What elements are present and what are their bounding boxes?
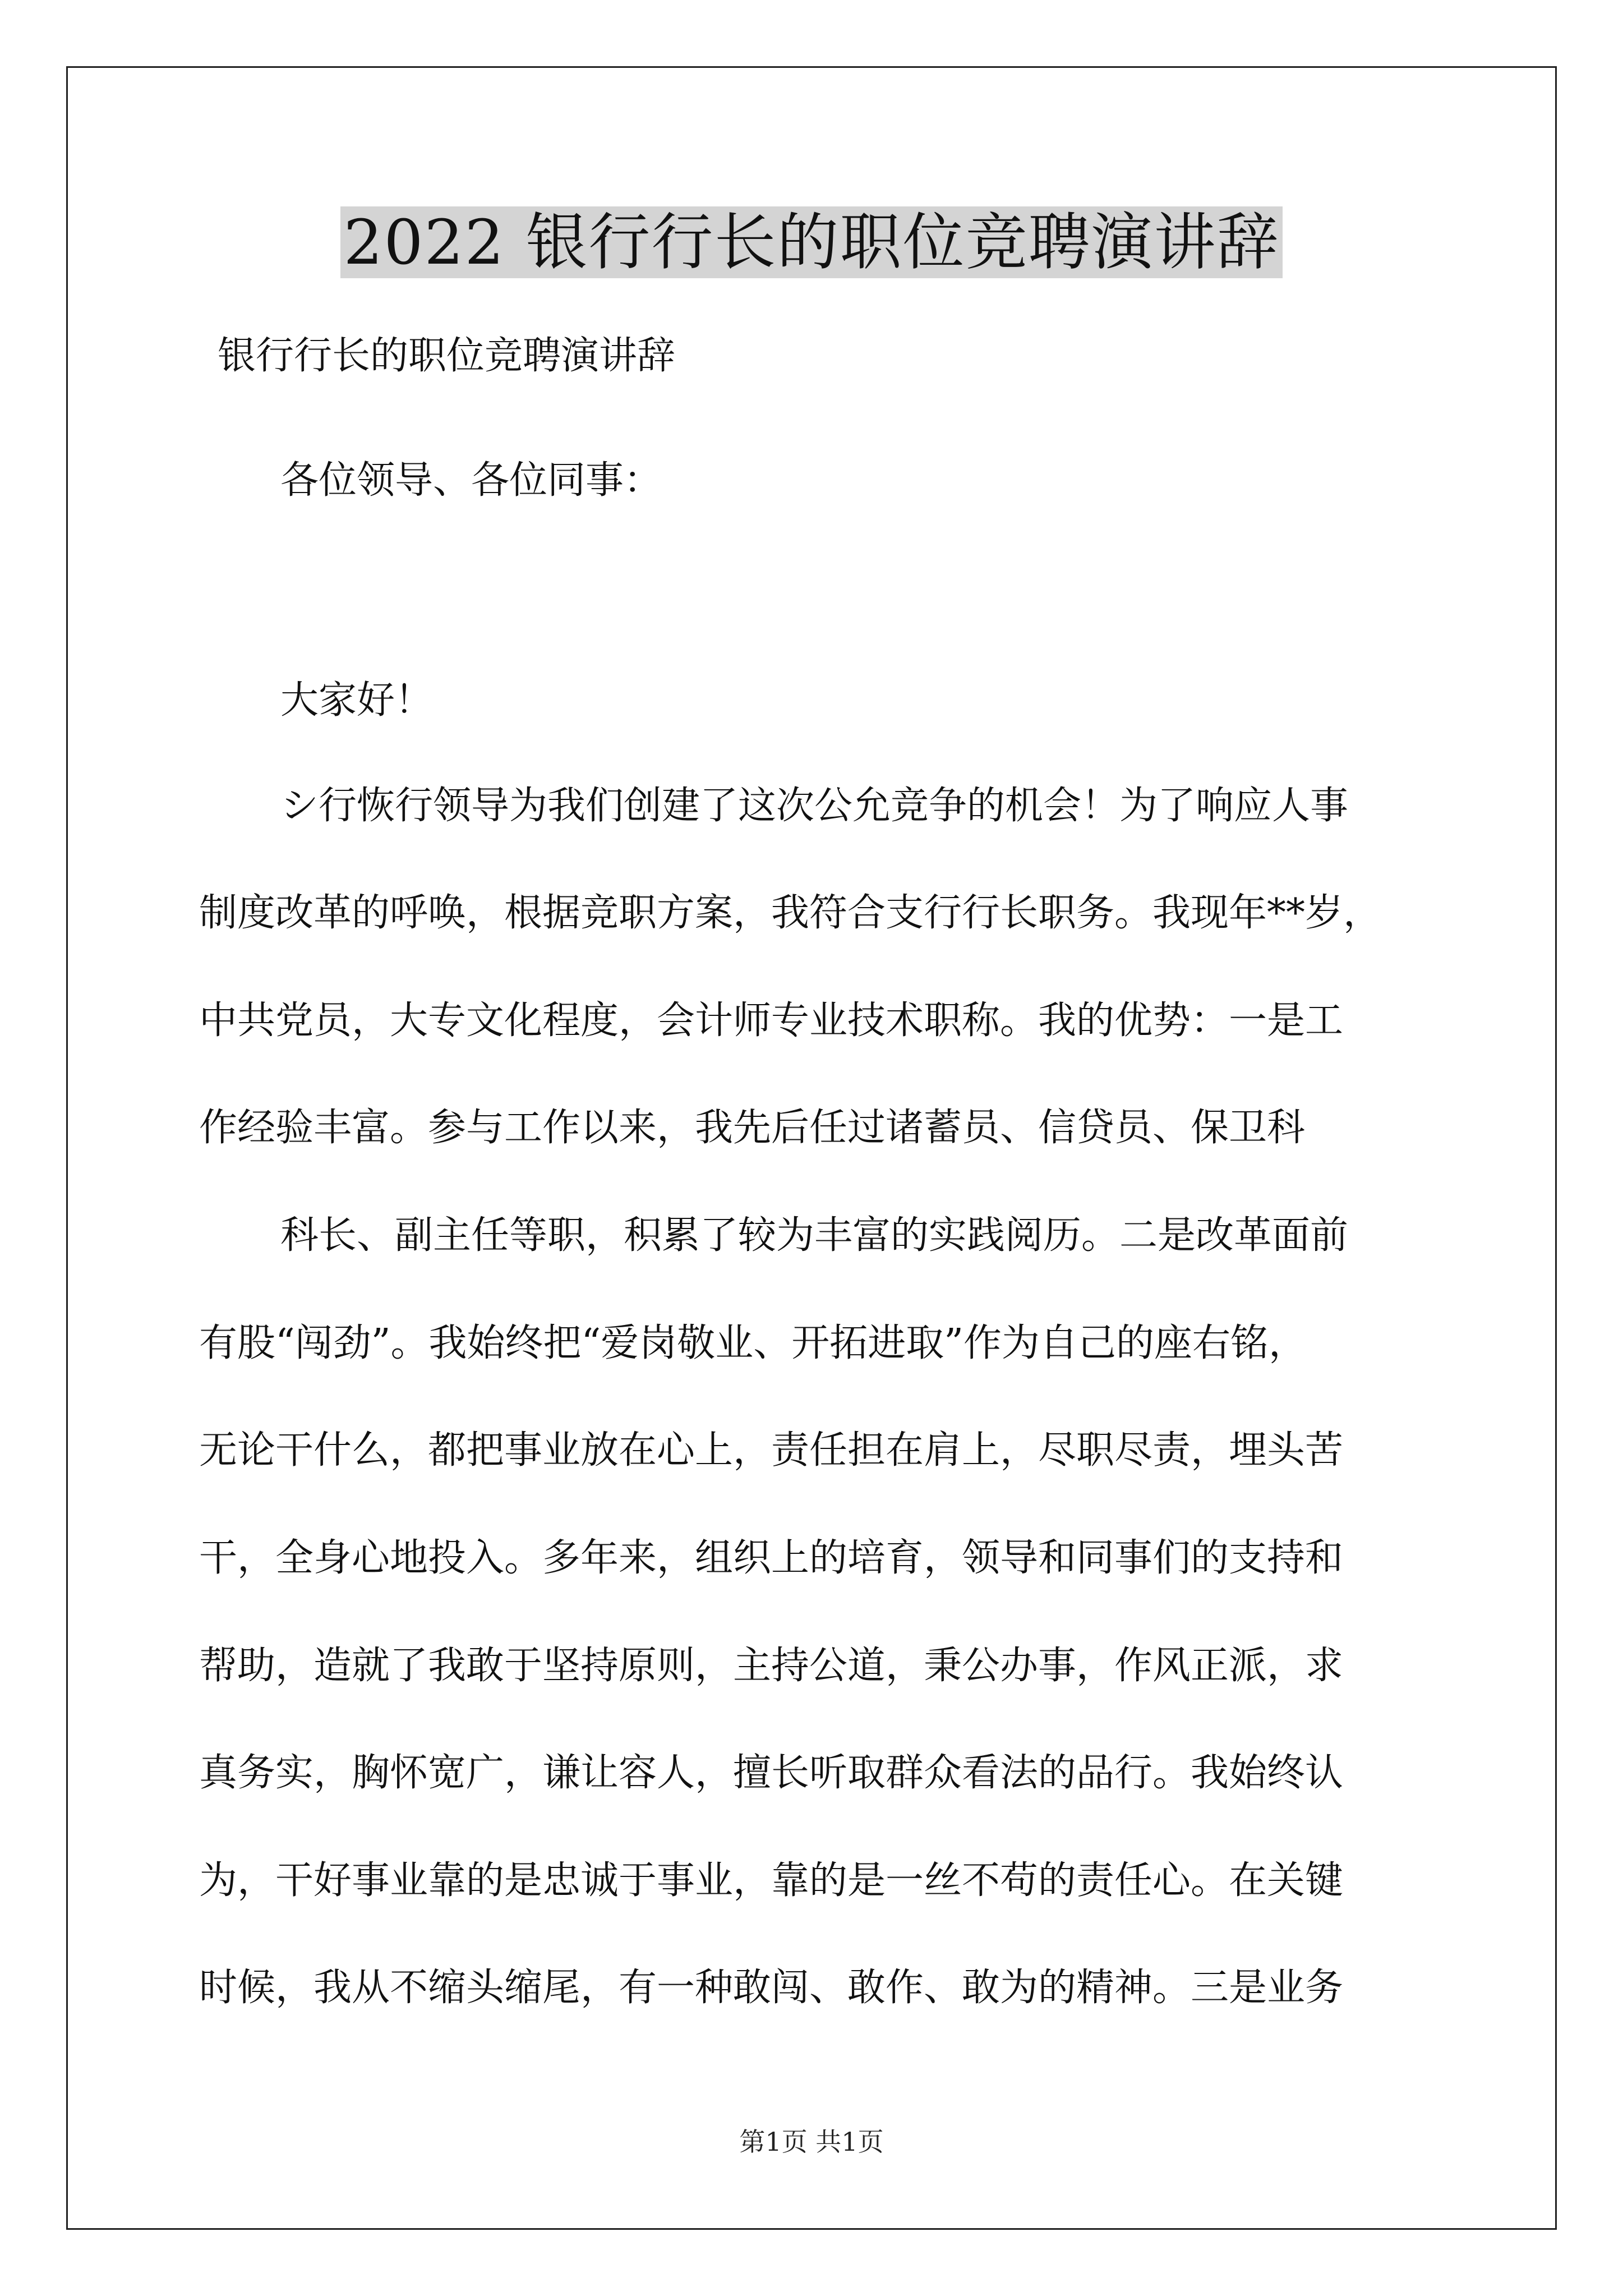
page-number-footer: 第1页 共1页	[739, 2127, 884, 2157]
body-line: 帮助，造就了我敢于坚持原则，主持公道，秉公办事，作风正派，求	[199, 1644, 1344, 1688]
body-line: 科长、副主任等职，积累了较为丰富的实践阅历。二是改革面前	[280, 1213, 1349, 1258]
document-title-text: 2022 银行行长的职位竞聘演讲辞	[340, 206, 1283, 278]
document-subtitle: 银行行长的职位竞聘演讲辞	[218, 334, 676, 378]
body-line: 制度改革的呼唤，根据竞职方案，我符合支行行长职务。我现年**岁，	[199, 891, 1382, 935]
body-line: 有股“闯劲”。我始终把“爱岗敬业、开拓进取”作为自己的座右铭，	[199, 1321, 1307, 1365]
body-line: 无论干什么，都把事业放在心上，责任担在肩上，尽职尽责，埋头苦	[199, 1428, 1344, 1473]
document-title	[0, 197, 1623, 287]
body-line: 真务实，胸怀宽广，谦让容人，擅长听取群众看法的品行。我始终认	[199, 1751, 1344, 1795]
body-line: 时候，我从不缩头缩尾，有一种敢闯、敢作、敢为的精神。三是业务	[199, 1966, 1344, 2010]
body-line: 干，全身心地投入。多年来，组织上的培育，领导和同事们的支持和	[199, 1536, 1344, 1580]
body-line: 中共党员，大专文化程度，会计师专业技术职称。我的优势：一是工	[199, 999, 1344, 1043]
body-line: 为，干好事业靠的是忠诚于事业，靠的是一丝不苟的责任心。在关键	[199, 1858, 1344, 1903]
salutation-line: 各位领导、各位同事：	[280, 458, 662, 503]
body-line: シ行恢行领导为我们创建了这次公允竞争的机会！为了响应人事	[280, 784, 1349, 828]
greeting-line: 大家好！	[280, 678, 434, 723]
body-line: 作经验丰富。参与工作以来，我先后任过诸蓄员、信贷员、保卫科	[199, 1106, 1306, 1150]
